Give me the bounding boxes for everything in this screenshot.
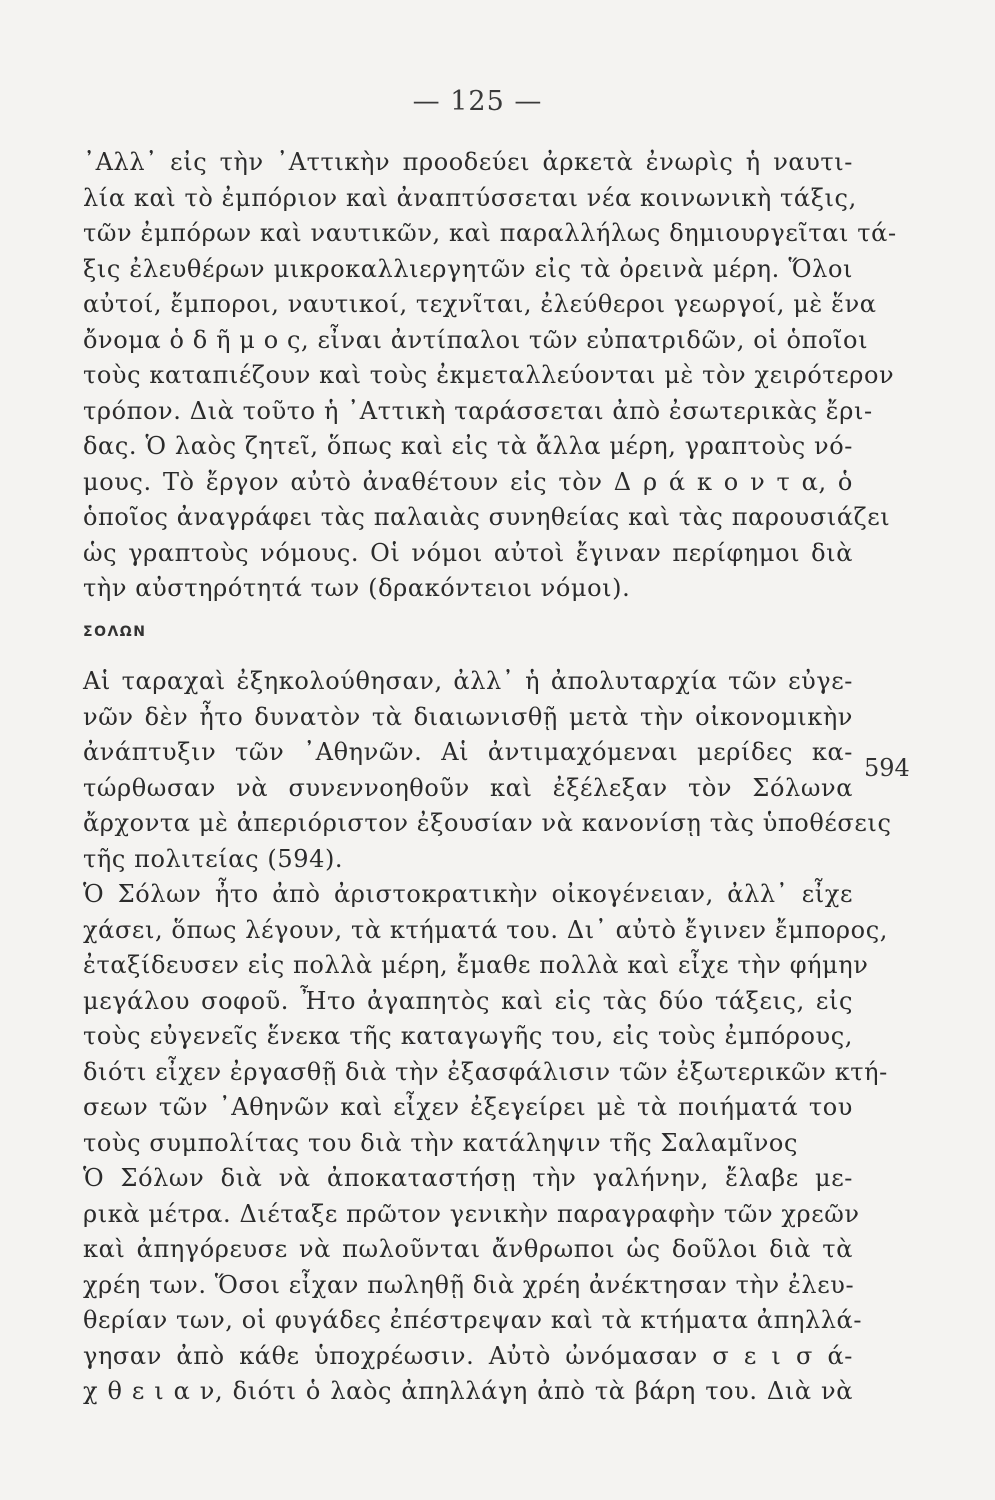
- text-line: διότι εἶχεν ἐργασθῇ διὰ τὴν ἐξασφάλισιν τῶν ἐξωτερικῶν κτή-: [83, 1057, 888, 1086]
- text-line: νῶν δὲν ἦτο δυνατὸν τὰ διαιωνισθῇ μετὰ τὴν οἰκονομικὴν: [83, 702, 853, 731]
- text-line: τοὺς συμπολίτας του διὰ τὴν κατάληψιν τῆς Σαλαμῖνος: [83, 1128, 799, 1157]
- text-line: μεγάλου σοφοῦ. Ἦτο ἀγαπητὸς καὶ εἰς τὰς δύο τάξεις, εἰς: [83, 986, 853, 1015]
- text-line: ὄνομα ὁ δ ῆ μ ο ς, εἶναι ἀντίπαλοι τῶν εὐπατριδῶν, οἱ ὁποῖοι: [83, 325, 869, 354]
- text-line: τρόπον. Διὰ τοῦτο ἡ ᾿Αττικὴ ταράσσεται ἀπὸ ἐσωτερικὰς ἔρι-: [83, 396, 873, 425]
- text-line: τώρθωσαν νὰ συνεννοηθοῦν καὶ ἐξέλεξαν τὸν Σόλωνα: [83, 773, 853, 802]
- text-line: ξις ἐλευθέρων μικροκαλλιεργητῶν εἰς τὰ ὀρεινὰ μέρη. Ὅλοι: [83, 254, 853, 283]
- text-line: χρέη των. Ὅσοι εἶχαν πωληθῇ διὰ χρέη ἀνέκτησαν τὴν ἐλευ-: [83, 1270, 855, 1299]
- text-line: γησαν ἀπὸ κάθε ὑποχρέωσιν. Αὐτὸ ὠνόμασαν σ ε ι σ ά-: [83, 1341, 853, 1370]
- text-line: τῶν ἐμπόρων καὶ ναυτικῶν, καὶ παραλλήλως δημιουργεῖται τά-: [83, 219, 897, 247]
- text-line: Αἱ ταραχαὶ ἐξηκολούθησαν, ἀλλ᾿ ἡ ἀπολυταρχία τῶν εὐγε-: [83, 667, 853, 695]
- text-line: ἐταξίδευσεν εἰς πολλὰ μέρη, ἔμαθε πολλὰ καὶ εἶχε τὴν φήμην: [83, 951, 869, 979]
- paragraph-solon: [83, 664, 892, 1410]
- text-line: μους. Τὸ ἔργον αὐτὸ ἀναθέτουν εἰς τὸν Δ ρ ά κ ο ν τ α, ὁ: [83, 467, 853, 496]
- text-line: ἀνάπτυξιν τῶν ᾿Αθηνῶν. Αἱ ἀντιμαχόμεναι μερίδες κα-: [83, 738, 853, 766]
- text-line: σεων τῶν ᾿Αθηνῶν καὶ εἶχεν ἐξεγείρει μὲ τὰ ποιήματά του: [83, 1093, 853, 1121]
- text-line: ρικὰ μέτρα. Διέταξε πρῶτον γενικὴν παραγραφὴν τῶν χρεῶν: [83, 1199, 860, 1228]
- text-line: τῆς πολιτείας (594).: [83, 844, 344, 873]
- text-line: λία καὶ τὸ ἐμπόριον καὶ ἀναπτύσσεται νέα κοινωνικὴ τάξις,: [83, 183, 857, 212]
- text-line: αὐτοί, ἔμποροι, ναυτικοί, τεχνῖται, ἐλεύθεροι γεωργοί, μὲ ἕνα: [83, 290, 877, 318]
- margin-year-note: 594: [864, 754, 910, 782]
- text-line: ἄρχοντα μὲ ἀπεριόριστον ἐξουσίαν νὰ κανονίσῃ τὰς ὑποθέσεις: [83, 809, 892, 837]
- text-line: καὶ ἀπηγόρευσε νὰ πωλοῦνται ἄνθρωποι ὡς δοῦλοι διὰ τὰ: [83, 1235, 853, 1263]
- text-line: χάσει, ὅπως λέγουν, τὰ κτήματά του. Δι᾿ αὐτὸ ἔγινεν ἔμπορος,: [83, 915, 888, 944]
- text-line: ᾿Αλλ᾿ εἰς τὴν ᾿Αττικὴν προοδεύει ἀρκετὰ ἐνωρὶς ἡ ναυτι-: [83, 148, 853, 176]
- text-line: Ὁ Σόλων ἦτο ἀπὸ ἀριστοκρατικὴν οἰκογένειαν, ἀλλ᾿ εἶχε: [83, 880, 853, 908]
- text-line: θερίαν των, οἱ φυγάδες ἐπέστρεψαν καὶ τὰ κτήματα ἀπηλλά-: [83, 1306, 863, 1334]
- section-heading: ΣΟΛΩΝ: [83, 624, 147, 640]
- text-line: δας. Ὁ λαὸς ζητεῖ, ὅπως καὶ εἰς τὰ ἄλλα μέρη, γραπτοὺς νό-: [83, 432, 853, 460]
- text-line: τοὺς εὐγενεῖς ἕνεκα τῆς καταγωγῆς του, εἰς τοὺς ἐμπόρους,: [83, 1022, 853, 1050]
- text-line: χ θ ε ι α ν, διότι ὁ λαὸς ἀπηλλάγη ἀπὸ τὰ βάρη του. Διὰ νὰ: [83, 1377, 853, 1405]
- page-number: — 125 —: [412, 86, 543, 117]
- text-line: τοὺς καταπιέζουν καὶ τοὺς ἐκμεταλλεύονται μὲ τὸν χειρότερον: [83, 361, 895, 389]
- text-line: ὁποῖος ἀναγράφει τὰς παλαιὰς συνηθείας καὶ τὰς παρουσιάζει: [83, 503, 891, 531]
- text-line: Ὁ Σόλων διὰ νὰ ἀποκαταστήσῃ τὴν γαλήνην, ἔλαβε με-: [83, 1164, 853, 1192]
- text-line: ὡς γραπτοὺς νόμους. Οἱ νόμοι αὐτοὶ ἔγιναν περίφημοι διὰ: [83, 538, 853, 567]
- text-line: τὴν αὐστηρότητά των (δρακόντειοι νόμοι).: [83, 574, 631, 602]
- paragraph-attica: [83, 145, 897, 607]
